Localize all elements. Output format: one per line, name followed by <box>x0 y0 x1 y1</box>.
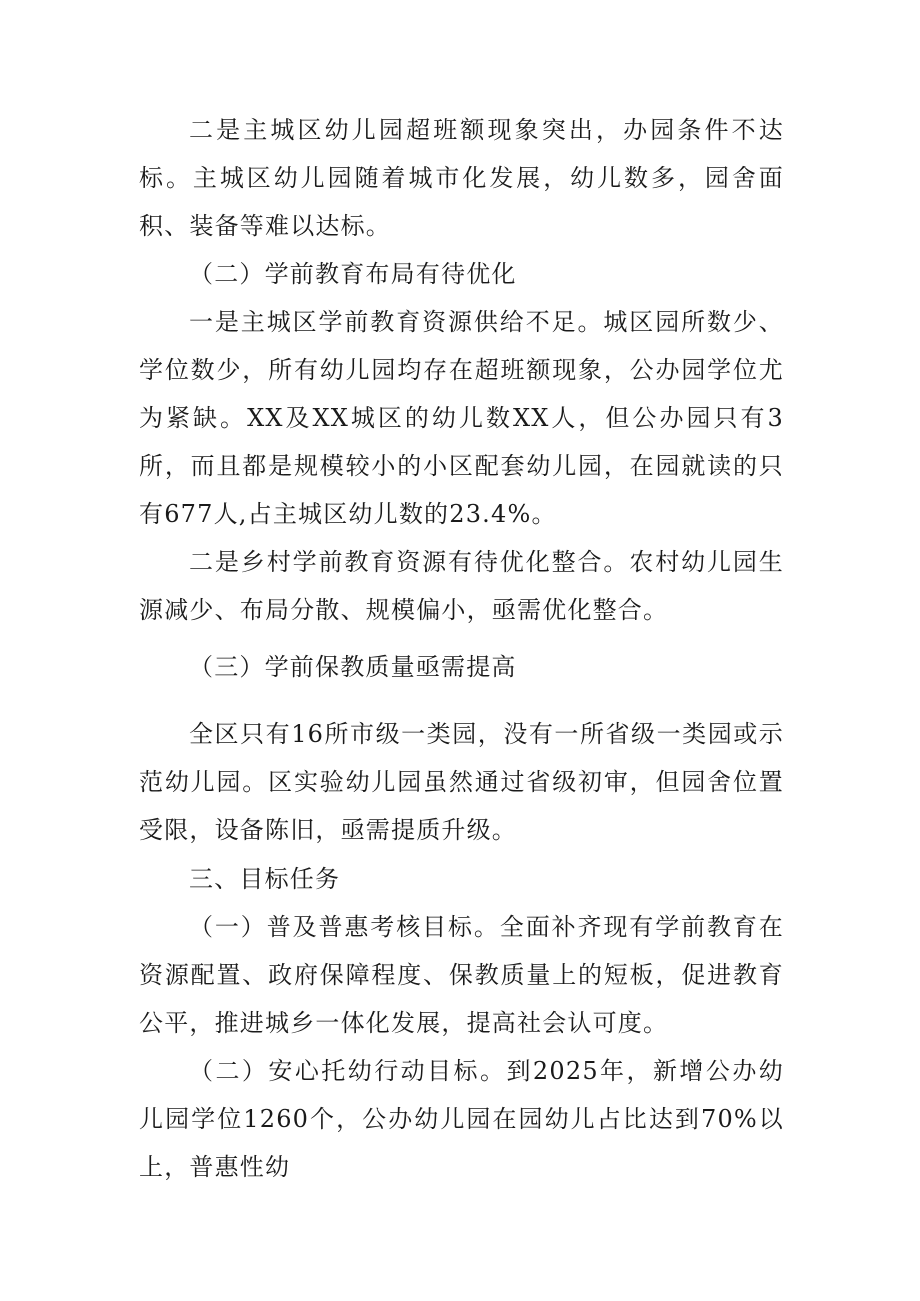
paragraph-goal-childcare: （二）安心托幼行动目标。到2025年，新增公办幼儿园学位1260个，公办幼儿园在园幼儿占比达到70%以上，普惠性幼 <box>139 1057 784 1181</box>
paragraph-goal-universal: （一）普及普惠考核目标。全面补齐现有学前教育在资源配置、政府保障程度、保教质量上的短板，促进教育公平，推进城乡一体化发展，提高社会认可度。 <box>139 913 784 1037</box>
paragraph-rural-resources: 二是乡村学前教育资源有待优化整合。农村幼儿园生源减少、布局分散、规模偏小，亟需优化整合。 <box>139 548 784 624</box>
paragraph-urban-overcrowding: 二是主城区幼儿园超班额现象突出，办园条件不达标。主城区幼儿园随着城市化发展，幼儿数多，园舍面积、装备等难以达标。 <box>139 116 784 240</box>
section-heading-quality: （三）学前保教质量亟需提高 <box>189 653 517 681</box>
paragraph-quality-status: 全区只有16所市级一类园，没有一所省级一类园或示范幼儿园。区实验幼儿园虽然通过省级初审，但园舍位置受限，设备陈旧，亟需提质升级。 <box>139 720 784 844</box>
section-heading-layout: （二）学前教育布局有待优化 <box>189 260 517 288</box>
section-heading-goals: 三、目标任务 <box>189 865 341 893</box>
paragraph-urban-supply: 一是主城区学前教育资源供给不足。城区园所数少、学位数少，所有幼儿园均存在超班额现象，公办园学位尤为紧缺。XX及XX城区的幼儿数XX人，但公办园只有3所，而且都是规模较小的小区配套幼儿园，在园就读的只有677人,占主城区幼儿数的23.4%。 <box>139 308 784 528</box>
